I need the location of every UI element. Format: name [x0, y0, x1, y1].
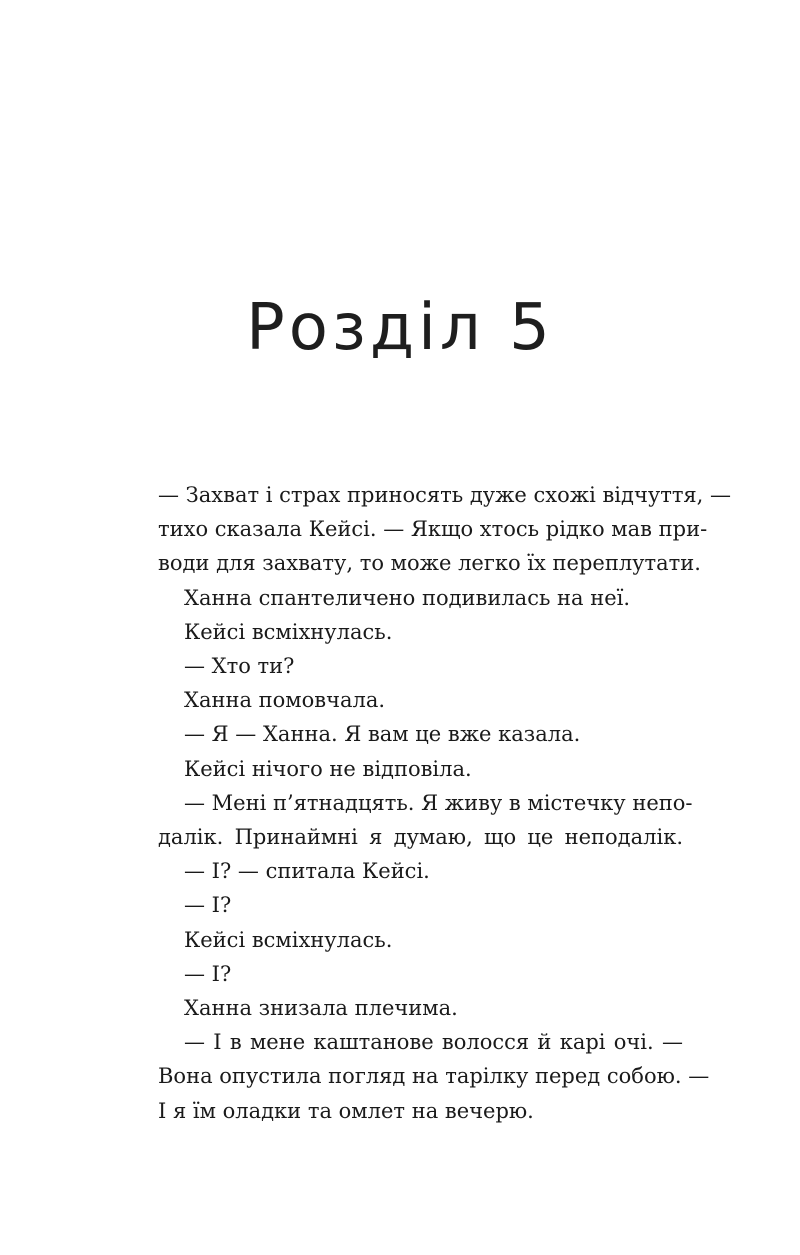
text-line: Ханна спантеличено подивилась на неї.: [184, 585, 631, 610]
chapter-title: Розділ 5: [246, 291, 554, 365]
text-line: — І? — спитала Кейсі.: [184, 859, 430, 884]
text-line: — Мені п’ятнадцять. Я живу в містечку непо-: [184, 790, 693, 815]
body-text: [158, 478, 732, 1128]
text-line: Кейсі всміхнулась.: [184, 619, 393, 644]
text-line: далік. Принаймні я думаю, що це неподалік.: [158, 825, 683, 850]
text-line: — Я — Ханна. Я вам це вже казала.: [184, 722, 581, 747]
text-line: Ханна помовчала.: [184, 688, 386, 713]
text-line: І я їм оладки та омлет на вечерю.: [158, 1098, 534, 1123]
text-line: — І?: [184, 961, 232, 986]
text-line: — Захват і страх приносять дуже схожі відчуття, —: [158, 483, 732, 507]
text-line: — І в мене каштанове волосся й карі очі. —: [184, 1030, 683, 1055]
text-line: Ханна знизала плечима.: [184, 996, 458, 1021]
text-line: тихо сказала Кейсі. — Якщо хтось рідко мав при-: [158, 517, 708, 542]
text-line: води для захвату, то може легко їх переплутати.: [158, 551, 701, 576]
text-line: Кейсі всміхнулась.: [184, 927, 393, 952]
text-line: — Хто ти?: [184, 654, 295, 679]
text-line: Кейсі нічого не відповіла.: [184, 756, 472, 781]
text-line: — І?: [184, 893, 232, 918]
text-line: Вона опустила погляд на тарілку перед собою. —: [158, 1064, 710, 1089]
